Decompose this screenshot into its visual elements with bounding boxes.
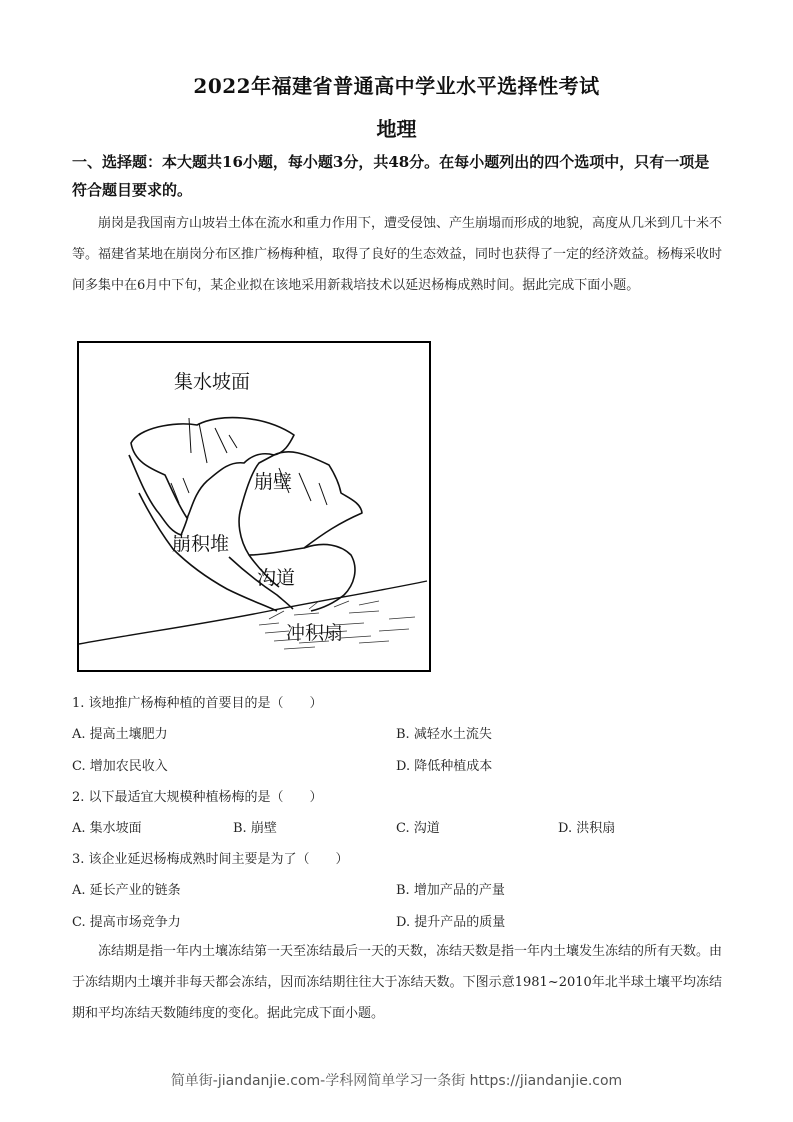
question-1-stem: 1. 该地推广杨梅种植的首要目的是（ ） [72, 696, 323, 711]
question-3-option-b[interactable]: B. 增加产品的产量 [396, 883, 505, 898]
question-1-option-c[interactable]: C. 增加农民收入 [72, 759, 168, 774]
question-3-stem: 3. 该企业延迟杨梅成熟时间主要是为了（ ） [72, 852, 349, 867]
question-2-option-d[interactable]: D. 洪积扇 [558, 821, 616, 836]
label-catchment-slope: 集水坡面 [174, 371, 251, 393]
question-1-option-d[interactable]: D. 降低种植成本 [396, 759, 493, 774]
question-1-option-b[interactable]: B. 减轻水土流失 [396, 727, 492, 742]
label-collapse-wall: 崩壁 [254, 471, 293, 493]
question-3-option-a[interactable]: A. 延长产业的链条 [72, 883, 181, 898]
label-gully: 沟道 [257, 567, 296, 589]
exam-subject: 地理 [376, 117, 417, 141]
question-2-option-a[interactable]: A. 集水坡面 [72, 821, 142, 836]
question-2-stem: 2. 以下最适宜大规模种植杨梅的是（ ） [72, 790, 323, 805]
benggang-sketch [79, 343, 429, 670]
section-instruction: 一、选择题：本大题共16小题，每小题3分，共48分。在每小题列出的四个选项中，只有一项是符合题目要求的。 [72, 153, 710, 199]
label-alluvial-fan: 冲积扇 [286, 622, 344, 644]
footer-watermark: 简单街-jiandanjie.com-学科网简单学习一条街 https://jiandanjie.com [170, 1073, 623, 1089]
question-2-option-b[interactable]: B. 崩壁 [233, 821, 277, 836]
landform-diagram [77, 341, 431, 672]
question-3-option-d[interactable]: D. 提升产品的质量 [396, 915, 506, 930]
label-colluvial-deposit: 崩积堆 [172, 533, 230, 555]
passage-2: 冻结期是指一年内土壤冻结第一天至冻结最后一天的天数，冻结天数是指一年内土壤发生冻结的所有天数。由于冻结期内土壤并非每天都会冻结，因而冻结期往往大于冻结天数。下图示意1981~2010年北半球土壤平均冻结期和平均冻结天数随纬度的变化。据此完成下面小题。 [72, 944, 723, 1021]
question-2-option-c[interactable]: C. 沟道 [396, 821, 440, 836]
question-1-option-a[interactable]: A. 提高土壤肥力 [72, 727, 168, 742]
question-3-option-c[interactable]: C. 提高市场竞争力 [72, 915, 181, 930]
passage-1: 崩岗是我国南方山坡岩土体在流水和重力作用下，遭受侵蚀、产生崩塌而形成的地貌，高度从几米到几十米不等。福建省某地在崩岗分布区推广杨梅种植，取得了良好的生态效益，同时也获得了一定的经济效益。杨梅采收时间多集中在6月中下旬，某企业拟在该地采用新栽培技术以延迟杨梅成熟时间。据此完成下面小题。 [72, 216, 723, 293]
exam-title: 2022年福建省普通高中学业水平选择性考试 [193, 74, 600, 98]
